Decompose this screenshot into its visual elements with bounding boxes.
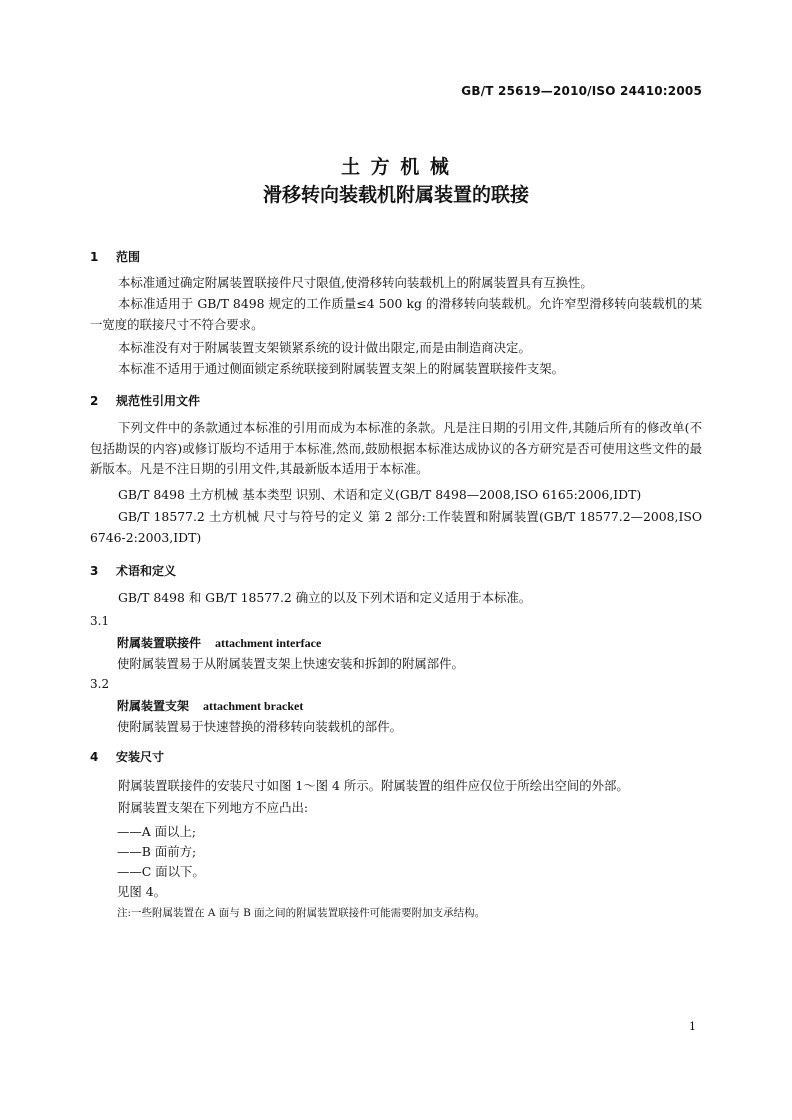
section-1-paragraph-2: 本标准适用于 GB/T 8498 规定的工作质量≤4 500 kg 的滑移转向装载机。允许窄型滑移转向装载机的某一宽度的联接尺寸不符合要求。: [90, 296, 702, 332]
section-number: 1: [90, 250, 99, 264]
list-item-b: ——B 面前方;: [117, 844, 197, 859]
term-chinese: 附属装置支架: [117, 699, 190, 713]
section-title: 术语和定义: [116, 564, 177, 578]
term-3-2-heading: [117, 697, 303, 714]
section-1-heading: [90, 248, 140, 265]
section-2-heading: [90, 392, 200, 409]
section-number: 4: [90, 750, 99, 764]
section-4-paragraph-2: 附属装置支架在下列地方不应凸出:: [118, 800, 309, 815]
document-title-line1: 土 方 机 械: [341, 156, 451, 178]
section-4-note: 注:一些附属装置在 A 面与 B 面之间的附属装置联接件可能需要附加支承结构。: [117, 907, 486, 919]
section-title: 规范性引用文件: [116, 394, 201, 408]
section-number: 3: [90, 564, 99, 578]
section-3-paragraph-1: GB/T 8498 和 GB/T 18577.2 确立的以及下列术语和定义适用于本标准。: [118, 590, 532, 605]
section-2-paragraph-1: 下列文件中的条款通过本标准的引用而成为本标准的条款。凡是注日期的引用文件,其随后所有的修改单(不包括勘误的内容)或修订版均不适用于本标准,然而,鼓励根据本标准达成协议的各方研究是否可使用这些文件的最新版本。凡是不注日期的引用文件,其最新版本适用于本标准。: [90, 420, 702, 476]
section-title: 安装尺寸: [116, 750, 165, 764]
document-title-line2: 滑移转向装载机附属装置的联接: [262, 184, 529, 206]
standard-code-header: GB/T 25619—2010/ISO 24410:2005: [461, 84, 702, 98]
section-title: 范围: [116, 250, 141, 264]
see-figure-4: 见图 4。: [117, 884, 166, 899]
term-english: attachment interface: [215, 636, 322, 650]
section-4-paragraph-1: 附属装置联接件的安装尺寸如图 1～图 4 所示。附属装置的组件应仅位于所绘出空间的外部。: [118, 778, 629, 793]
normative-reference-1: GB/T 8498 土方机械 基本类型 识别、术语和定义(GB/T 8498—2008,ISO 6165:2006,IDT): [118, 487, 642, 502]
term-3-1-definition: 使附属装置易于从附属装置支架上快速安装和拆卸的附属部件。: [117, 656, 464, 671]
section-3-heading: [90, 562, 176, 579]
page-number: 1: [689, 1020, 696, 1033]
term-3-1-number: 3.1: [90, 614, 110, 628]
list-item-c: ——C 面以下。: [117, 864, 205, 879]
section-1-paragraph-1: 本标准通过确定附属装置联接件尺寸限值,使滑移转向装载机上的附属装置具有互换性。: [118, 275, 593, 290]
term-3-1-heading: [117, 634, 321, 651]
section-1-paragraph-4: 本标准不适用于通过侧面锁定系统联接到附属装置支架上的附属装置联接件支架。: [118, 361, 565, 376]
normative-reference-2: GB/T 18577.2 土方机械 尺寸与符号的定义 第 2 部分:工作装置和附属装置(GB/T 18577.2—2008,ISO 6746-2:2003,IDT): [90, 509, 702, 545]
list-item-a: ——A 面以上;: [117, 824, 197, 839]
term-3-2-number: 3.2: [90, 677, 110, 691]
section-number: 2: [90, 394, 99, 408]
term-english: attachment bracket: [203, 699, 304, 713]
section-4-heading: [90, 748, 164, 765]
term-3-2-definition: 使附属装置易于快速替换的滑移转向装载机的部件。: [117, 719, 402, 734]
term-chinese: 附属装置联接件: [117, 636, 202, 650]
section-1-paragraph-3: 本标准没有对于附属装置支架锁紧系统的设计做出限定,而是由制造商决定。: [118, 340, 531, 355]
